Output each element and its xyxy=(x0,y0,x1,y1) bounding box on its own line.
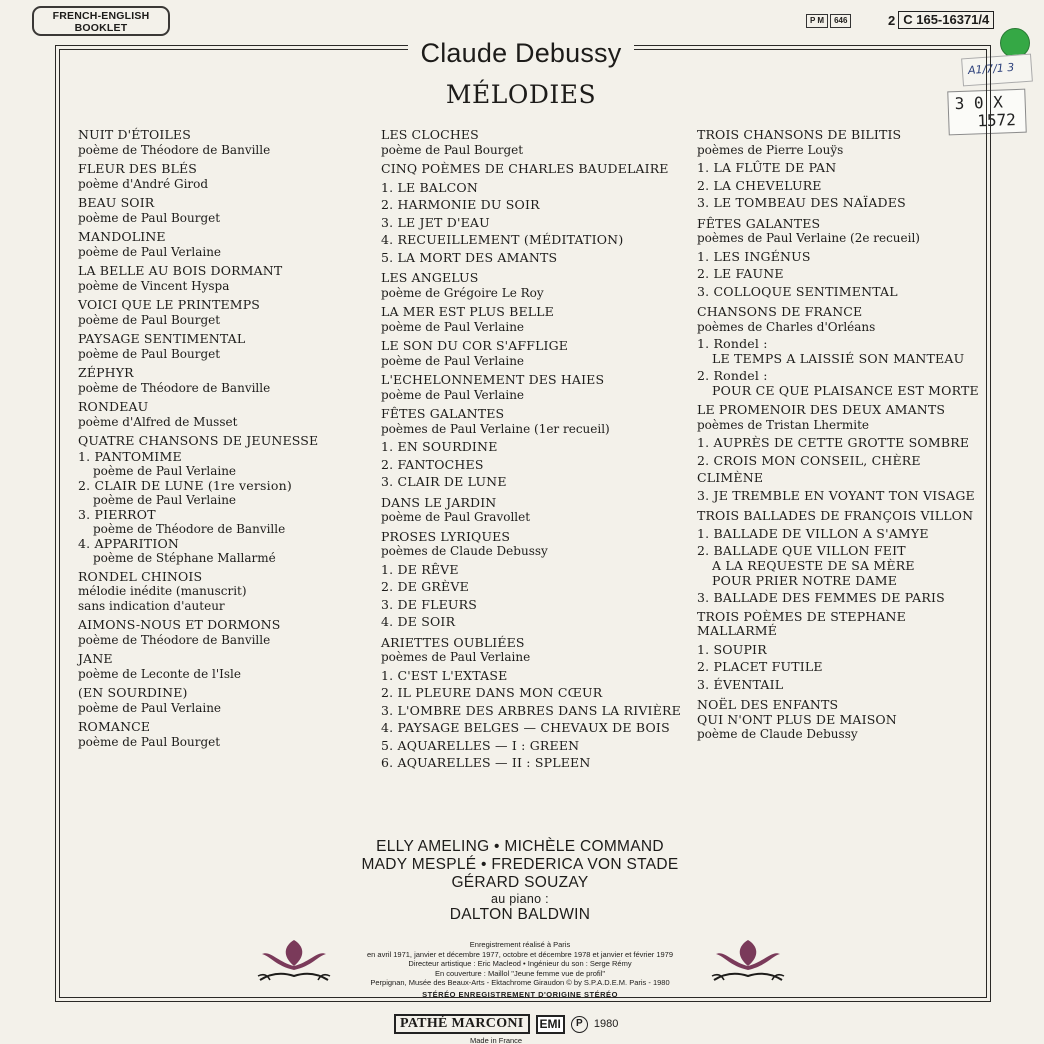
pm-label: P M xyxy=(806,14,828,28)
cycle-item: 3. COLLOQUE SENTIMENTAL xyxy=(697,283,898,299)
cycle-item: 1. EN SOURDINE xyxy=(381,439,498,454)
left-lotus-ornament-icon xyxy=(256,936,332,986)
song-title: RONDEL CHINOIS xyxy=(78,568,203,584)
catalog-number xyxy=(888,11,994,29)
box-label: 3 0 X xyxy=(954,92,1004,114)
song-title: MANDOLINE xyxy=(78,229,166,244)
cycle-item: 1. DE RÊVE xyxy=(381,561,459,577)
poet-credit: poèmes de Paul Verlaine (2e recueil) xyxy=(697,231,920,245)
song-title: L'ECHELONNEMENT DES HAIES xyxy=(381,372,605,387)
poet-credit: poème de Paul Bourget xyxy=(381,142,524,157)
cycle-item-line: 2. Rondel : xyxy=(697,368,768,383)
poet-credit: poèmes de Pierre Louÿs xyxy=(697,142,844,157)
credit-line: Perpignan, Musée des Beaux-Arts - Ektachrome Giraudon © by S.P.A.D.E.M. Paris - 1980 xyxy=(370,978,670,987)
label-logos xyxy=(394,1014,618,1034)
song-entry xyxy=(78,196,358,225)
song-title: TROIS POÈMES DE STEPHANE MALLARMÉ xyxy=(697,608,906,638)
cycle-item: 5. AQUARELLES — I : GREEN xyxy=(381,737,580,753)
cycle-item: 1. AUPRÈS DE CETTE GROTTE SOMBRE xyxy=(697,435,970,450)
pianist-label: au piano : xyxy=(491,892,549,906)
cycle-item: 1. LA FLÛTE DE PAN xyxy=(697,160,837,175)
poet-credit: poème de Claude Debussy xyxy=(697,727,858,741)
song-title: ZÉPHYR xyxy=(78,365,134,380)
cycle-item: 4. APPARITION xyxy=(78,535,180,551)
album-title: MÉLODIES xyxy=(445,80,597,109)
song-entry xyxy=(78,264,358,293)
song-entry xyxy=(78,366,358,395)
song-title: LE PROMENOIR DES DEUX AMANTS xyxy=(697,402,946,417)
cycle-item: 4. PAYSAGE BELGES — CHEVAUX DE BOIS xyxy=(381,720,670,735)
cycle-list xyxy=(697,641,987,694)
poet-credit: poème de Vincent Hyspa xyxy=(78,278,230,293)
cycle-item: 3. DE FLEURS xyxy=(381,596,478,612)
song-title: (EN SOURDINE) xyxy=(78,685,188,700)
cycle-item: 2. DE GRÈVE xyxy=(381,579,469,594)
song-title: LES CLOCHES xyxy=(381,127,479,142)
song-title: NOËL DES ENFANTS xyxy=(697,697,839,712)
cycle-item: 3. LE JET D'EAU xyxy=(381,214,490,230)
cycle-item-line: A LA REQUESTE DE SA MÈRE xyxy=(712,557,915,573)
song-title: NUIT D'ÉTOILES xyxy=(78,127,191,142)
cycle-item-poet: poème de Théodore de Banville xyxy=(93,521,286,536)
cycle-item: 1. C'EST L'EXTASE xyxy=(381,667,508,683)
song-title: AIMONS-NOUS ET DORMONS xyxy=(78,617,281,632)
cycle-list xyxy=(381,438,691,491)
song-entry xyxy=(381,305,691,334)
credit-line: En couverture : Maillol "Jeune femme vue de profil" xyxy=(435,968,605,978)
cycle-item-line: POUR CE QUE PLAISANCE EST MORTE xyxy=(712,383,979,398)
song-title: LE SON DU COR S'AFFLIGE xyxy=(381,338,569,353)
poet-credit: poème de Paul Bourget xyxy=(78,734,221,749)
poet-credit: poème de Grégoire Le Roy xyxy=(381,285,544,300)
song-entry xyxy=(697,698,987,742)
cycle-item: 4. DE SOIR xyxy=(381,614,456,629)
cycle-item-line: LE TEMPS A LAISSIÉ SON MANTEAU xyxy=(712,351,965,366)
badge-line: FRENCH-ENGLISH xyxy=(52,10,150,22)
poet-credit: poème de Leconte de l'Isle xyxy=(78,666,241,681)
song-entry xyxy=(78,434,358,565)
song-title: LA BELLE AU BOIS DORMANT xyxy=(78,263,283,278)
made-in-france: Made in France xyxy=(470,1036,523,1044)
cycle-item-poet: poème de Paul Verlaine xyxy=(93,492,237,507)
cycle-list xyxy=(697,526,987,605)
song-title: FÊTES GALANTES xyxy=(697,215,821,231)
cycle-item xyxy=(697,543,987,588)
poet-credit: poème de Théodore de Banville xyxy=(78,142,271,157)
cycle-item: 2. LA CHEVELURE xyxy=(697,177,822,193)
cycle-item: 6. AQUARELLES — II : SPLEEN xyxy=(381,755,591,770)
cycle-item: 2. HARMONIE DU SOIR xyxy=(381,197,540,212)
cycle-list xyxy=(381,179,691,267)
cycle-item xyxy=(697,526,987,541)
song-entry xyxy=(78,298,358,327)
song-entry xyxy=(697,305,987,398)
cycle-item-poet: poème de Paul Verlaine xyxy=(93,463,237,478)
poet-credit: poème d'André Girod xyxy=(78,176,209,191)
song-entry xyxy=(78,332,358,361)
song-entry xyxy=(78,618,358,647)
credit-line: Enregistrement réalisé à Paris xyxy=(469,940,571,949)
poet-credit: poèmes de Claude Debussy xyxy=(381,544,548,558)
cycle-item-poet: poème de Stéphane Mallarmé xyxy=(93,550,276,565)
song-title: BEAU SOIR xyxy=(78,195,155,210)
poet-credit: poème de Paul Bourget xyxy=(78,346,221,361)
cycle-item: 5. LA MORT DES AMANTS xyxy=(381,249,558,265)
credit-line: STÉRÉO ENREGISTREMENT D'ORIGINE STÉRÉO xyxy=(422,989,618,999)
song-title: ROMANCE xyxy=(78,719,151,734)
song-entry xyxy=(381,339,691,368)
track-column-2 xyxy=(381,128,691,777)
recording-credits xyxy=(330,940,710,999)
cycle-item: 1. LES INGÉNUS xyxy=(697,248,811,264)
song-title: QUATRE CHANSONS DE JEUNESSE xyxy=(78,433,319,448)
cycle-item xyxy=(697,368,987,398)
track-column-1 xyxy=(78,128,358,754)
poet-credit: poèmes de Tristan Lhermite xyxy=(697,417,869,432)
box-number: 1572 xyxy=(976,110,1017,131)
catalog-code: C 165-16371/4 xyxy=(898,11,994,29)
poet-credit: poème de Paul Bourget xyxy=(78,312,221,327)
song-entry xyxy=(697,509,987,605)
song-entry xyxy=(381,636,691,772)
cycle-item: 3. L'OMBRE DES ARBRES DANS LA RIVIÈRE xyxy=(381,702,681,718)
cycle-item: 2. FANTOCHES xyxy=(381,456,484,472)
cycle-item: 3. ÉVENTAIL xyxy=(697,676,784,692)
composer-name: Claude Debussy xyxy=(420,38,622,68)
handwritten-sticker: A1/7/1 3 xyxy=(961,54,1033,87)
song-title: TROIS BALLADES DE FRANÇOIS VILLON xyxy=(697,508,974,523)
cycle-item: 4. RECUEILLEMENT (MÉDITATION) xyxy=(381,232,624,247)
cycle-list xyxy=(697,434,987,504)
cycle-item: 3. JE TREMBLE EN VOYANT TON VISAGE xyxy=(697,487,975,503)
cycle-item xyxy=(697,590,987,605)
poet-credit: poèmes de Paul Verlaine (1er recueil) xyxy=(381,421,610,436)
song-title: RONDEAU xyxy=(78,399,149,414)
song-title-cont: QUI N'ONT PLUS DE MAISON xyxy=(697,711,897,727)
song-entry xyxy=(381,407,691,491)
track-column-3 xyxy=(697,128,987,747)
poet-credit: poème d'Alfred de Musset xyxy=(78,414,238,429)
performer-line: GÉRARD SOUZAY xyxy=(451,874,589,891)
song-entry xyxy=(381,496,691,525)
poet-credit: poème de Paul Bourget xyxy=(78,210,221,225)
song-entry xyxy=(78,230,358,259)
cycle-item: 2. PLACET FUTILE xyxy=(697,659,823,674)
song-entry xyxy=(78,570,358,614)
cycle-item xyxy=(697,336,987,366)
song-title: PAYSAGE SENTIMENTAL xyxy=(78,331,246,346)
song-entry xyxy=(78,162,358,191)
performer-line: ELLY AMELING • MICHÈLE COMMAND xyxy=(376,838,664,855)
song-entry xyxy=(697,403,987,504)
song-entry xyxy=(381,373,691,402)
poet-credit: poème de Paul Verlaine xyxy=(78,244,222,259)
song-title: VOICI QUE LE PRINTEMPS xyxy=(78,297,260,312)
language-badge xyxy=(32,6,170,36)
cycle-list xyxy=(381,561,691,631)
cycle-item: 3. PIERROT xyxy=(78,506,156,522)
credit-line: en avril 1971, janvier et décembre 1977, octobre et décembre 1978 et janvier et février 1979 xyxy=(366,949,674,959)
song-title: LES ANGELUS xyxy=(381,270,479,285)
poet-credit: poème de Paul Verlaine xyxy=(381,319,525,334)
cycle-item-line: 1. Rondel : xyxy=(697,336,768,351)
pm-number: 646 xyxy=(830,14,851,28)
poet-credit: poème de Théodore de Banville xyxy=(78,632,271,647)
cycle-item: 2. CROIS MON CONSEIL, CHÈRE CLIMÈNE xyxy=(697,452,921,485)
song-entry xyxy=(381,271,691,300)
song-title: FÊTES GALANTES xyxy=(381,406,505,421)
cycle-item-line: 3. BALLADE DES FEMMES DE PARIS xyxy=(697,589,945,605)
cycle-item: 3. CLAIR DE LUNE xyxy=(381,474,507,489)
cycle-item-line: 2. BALLADE QUE VILLON FEIT xyxy=(697,542,906,558)
cycle-list xyxy=(697,159,987,212)
pianist-name: DALTON BALDWIN xyxy=(449,906,591,923)
emi-logo: EMI xyxy=(536,1015,565,1034)
song-title: TROIS CHANSONS DE BILITIS xyxy=(697,127,902,142)
poet-credit: mélodie inédite (manuscrit) xyxy=(78,584,247,598)
song-entry xyxy=(381,128,691,157)
song-entry xyxy=(697,217,987,301)
poet-credit: poèmes de Charles d'Orléans xyxy=(697,319,876,334)
cycle-item: 2. IL PLEURE DANS MON CŒUR xyxy=(381,685,603,700)
cycle-item-line: POUR PRIER NOTRE DAME xyxy=(712,572,898,588)
performers-block xyxy=(330,838,710,924)
song-title: PROSES LYRIQUES xyxy=(381,528,511,544)
cycle-list xyxy=(381,667,691,772)
song-entry xyxy=(78,652,358,681)
pm-code xyxy=(806,13,851,28)
performer-line: MADY MESPLÉ • FREDERICA VON STADE xyxy=(361,856,679,873)
cycle-list xyxy=(697,336,987,398)
song-entry xyxy=(78,720,358,749)
song-title: DANS LE JARDIN xyxy=(381,494,497,510)
poet-credit: poème de Paul Gravollet xyxy=(381,510,531,524)
cycle-item: 2. CLAIR DE LUNE (1re version) xyxy=(78,477,292,493)
cycle-item-line: 1. BALLADE DE VILLON A S'AMYE xyxy=(697,525,929,541)
poet-credit: poème de Paul Verlaine xyxy=(78,700,222,715)
song-entry xyxy=(697,128,987,212)
credit-line: Directeur artistique : Eric Macleod • Ingénieur du son : Serge Rémy xyxy=(408,959,632,968)
song-entry xyxy=(78,400,358,429)
cycle-item: 2. LE FAUNE xyxy=(697,266,784,281)
poet-credit: poèmes de Paul Verlaine xyxy=(381,650,531,664)
cycle-item: 3. LE TOMBEAU DES NAÏADES xyxy=(697,195,906,210)
badge-line: BOOKLET xyxy=(74,22,128,34)
song-entry xyxy=(78,686,358,715)
song-title: JANE xyxy=(78,651,113,666)
phonogram-icon: P xyxy=(571,1016,588,1033)
poet-credit: poème de Paul Verlaine xyxy=(381,387,525,402)
cycle-list xyxy=(697,248,987,301)
song-entry xyxy=(697,610,987,694)
cycle-item: 1. LE BALCON xyxy=(381,179,478,195)
pathe-marconi-logo: PATHÉ MARCONI xyxy=(394,1014,530,1034)
song-title: LA MER EST PLUS BELLE xyxy=(381,304,554,319)
cycle-item: 1. PANTOMIME xyxy=(78,448,182,464)
song-title: CHANSONS DE FRANCE xyxy=(697,304,863,319)
song-entry xyxy=(381,530,691,631)
song-title: FLEUR DES BLÉS xyxy=(78,161,197,176)
right-lotus-ornament-icon xyxy=(710,936,786,986)
song-entry xyxy=(381,162,691,266)
poet-credit: sans indication d'auteur xyxy=(78,598,225,613)
song-title: CINQ POÈMES DE CHARLES BAUDELAIRE xyxy=(381,161,669,176)
poet-credit: poème de Théodore de Banville xyxy=(78,380,271,395)
song-title: ARIETTES OUBLIÉES xyxy=(381,634,525,650)
poet-credit: poème de Paul Verlaine xyxy=(381,353,525,368)
song-entry xyxy=(78,128,358,157)
copyright-year: 1980 xyxy=(593,1018,619,1030)
catalog-prefix: 2 xyxy=(888,12,896,28)
cycle-item: 1. SOUPIR xyxy=(697,641,767,657)
